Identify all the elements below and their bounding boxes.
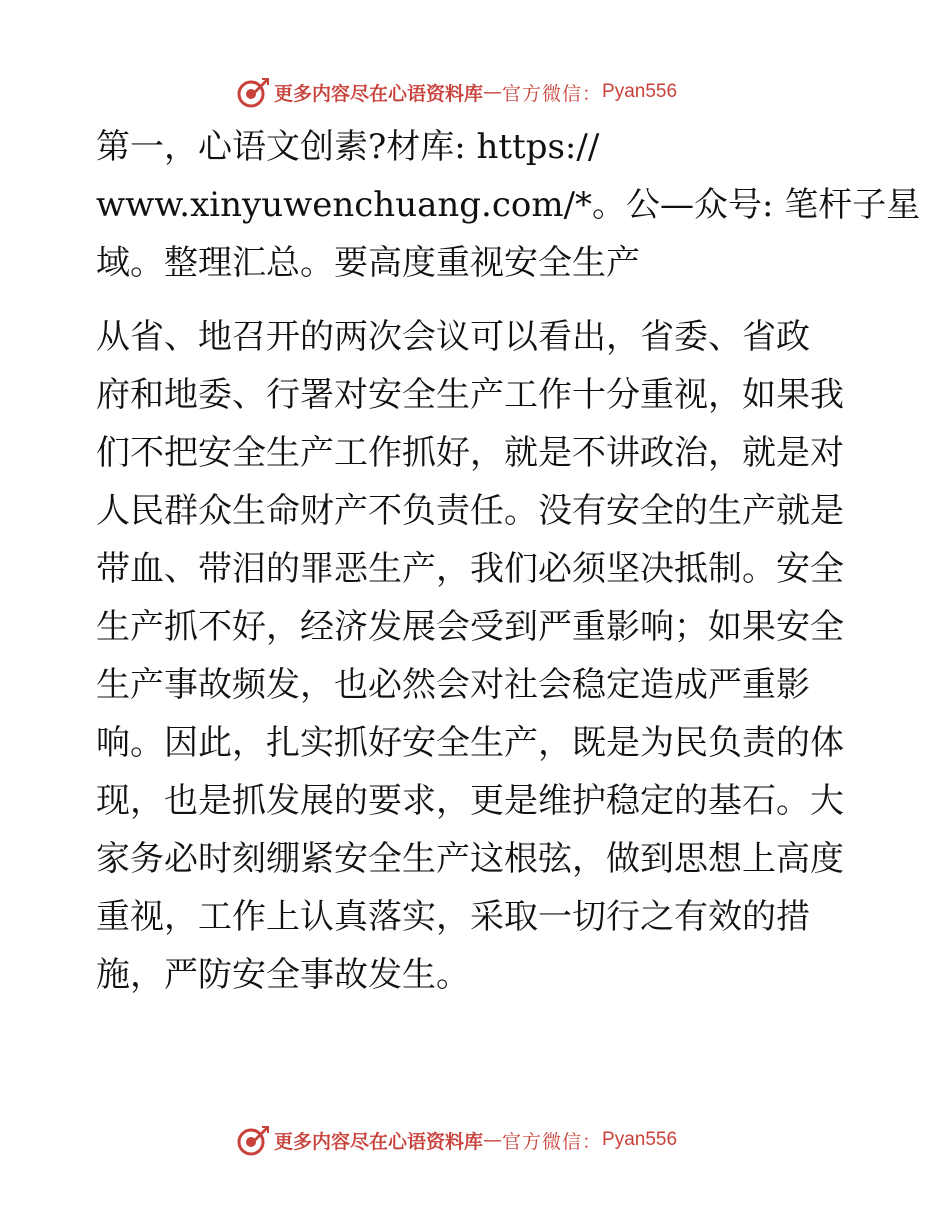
paragraph-line: 从省、地召开的两次会议可以看出，省委、省政 bbox=[96, 317, 810, 357]
paragraph-line: 带血、带泪的罪恶生产，我们必须坚决抵制。安全 bbox=[96, 549, 844, 589]
banner-content bbox=[236, 72, 677, 112]
paragraph-line: 响。因此，扎实抓好安全生产，既是为民负责的体 bbox=[96, 723, 844, 763]
paragraph-line: 府和地委、行署对安全生产工作十分重视，如果我 bbox=[96, 375, 844, 415]
paragraph-line: 人民群众生命财产不负责任。没有安全的生产就是 bbox=[96, 491, 844, 531]
brand-logo-icon bbox=[236, 1123, 270, 1157]
banner-separator: — bbox=[483, 1129, 503, 1151]
banner-subtitle: 官方微信： bbox=[502, 1130, 603, 1153]
banner-title: 更多内容尽在心语资料库 bbox=[274, 1130, 484, 1153]
header-banner bbox=[0, 72, 950, 112]
footer-banner bbox=[0, 1120, 950, 1160]
banner-title: 更多内容尽在心语资料库 bbox=[274, 82, 484, 105]
banner-subtitle: 官方微信： bbox=[502, 82, 603, 105]
paragraph-line: 重视，工作上认真落实，采取一切行之有效的措 bbox=[96, 897, 810, 937]
paragraph-line: 生产事故频发，也必然会对社会稳定造成严重影 bbox=[96, 665, 810, 705]
paragraph-line: 家务必时刻绷紧安全生产这根弦，做到思想上高度 bbox=[96, 839, 844, 879]
banner-content bbox=[236, 1120, 677, 1160]
heading-line: 域。整理汇总。要高度重视安全生产 bbox=[96, 243, 640, 283]
heading-line: 第一，心语文创素?材库: https:// bbox=[96, 127, 600, 167]
paragraph-line: 生产抓不好，经济发展会受到严重影响；如果安全 bbox=[96, 607, 844, 647]
heading-block bbox=[96, 118, 921, 298]
paragraph-line: 们不把安全生产工作抓好，就是不讲政治，就是对 bbox=[96, 433, 844, 473]
paragraph-block bbox=[96, 308, 856, 1008]
banner-wechat-id: Pyan556 bbox=[602, 1129, 678, 1150]
banner-wechat-id: Pyan556 bbox=[602, 81, 678, 102]
paragraph-line: 施，严防安全事故发生。 bbox=[96, 955, 470, 995]
banner-separator: — bbox=[483, 81, 503, 103]
heading-line: www.xinyuwenchuang.com/*。公—众号: 笔杆子星 bbox=[96, 185, 921, 225]
brand-logo-icon bbox=[236, 75, 270, 109]
paragraph-line: 现，也是抓发展的要求，更是维护稳定的基石。大 bbox=[96, 781, 844, 821]
